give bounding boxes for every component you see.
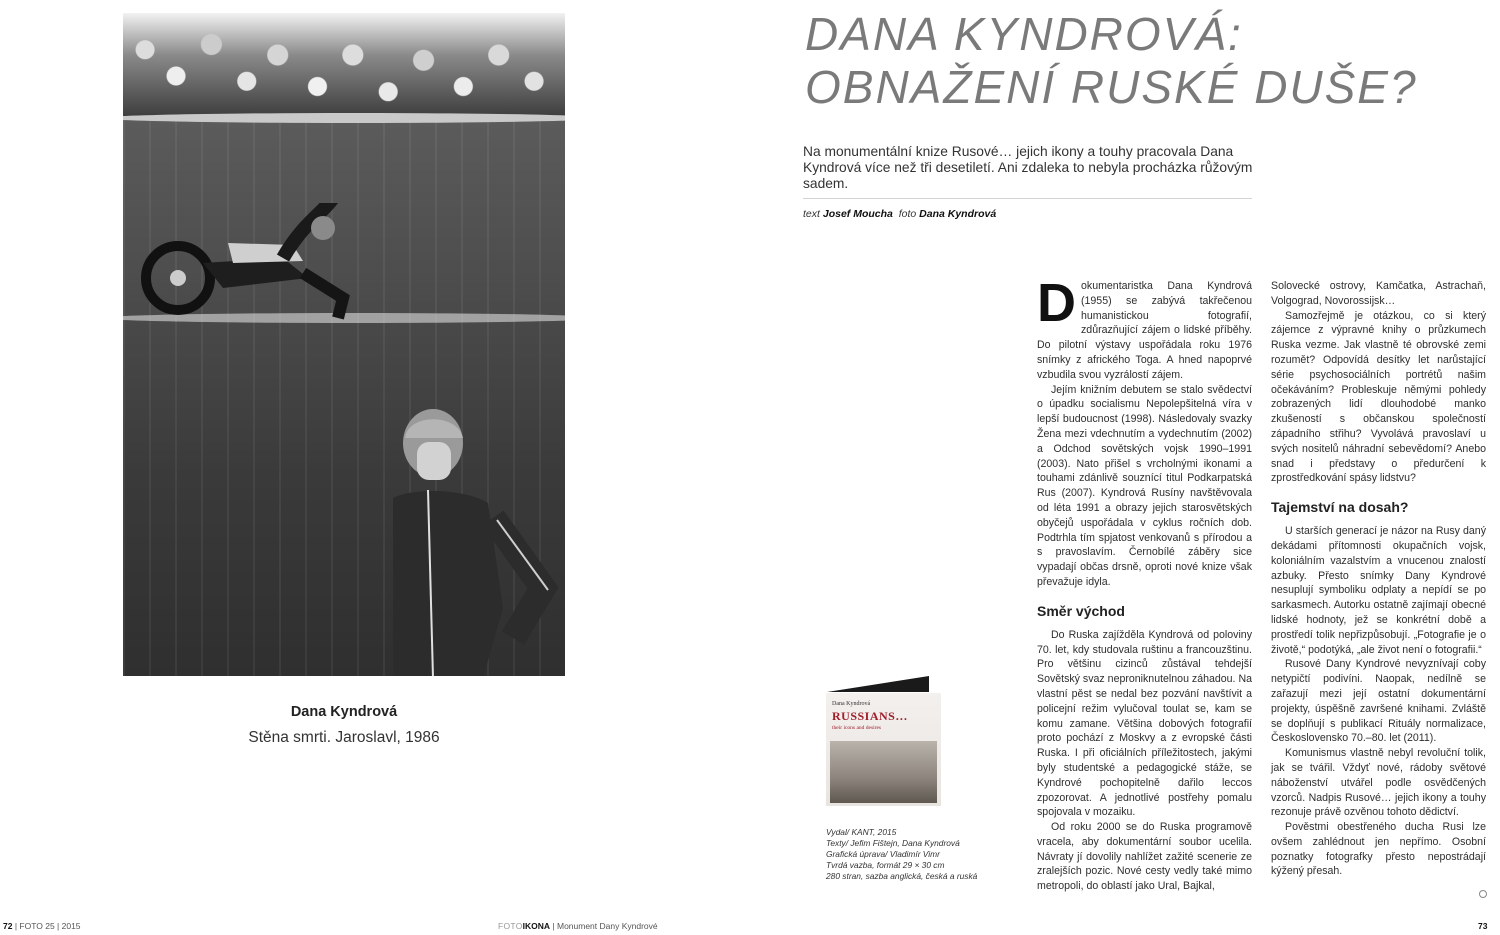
paragraph [1037,273,1252,383]
footer-left: 72 | FOTO 25 | 2015 [3,921,81,931]
drop-cap: D [1037,273,1076,333]
lead-divider [803,198,1252,199]
magazine-year: 2015 [61,921,81,931]
book-info-line: Texty/ Jefim Fištejn, Dana Kyndrová [826,838,960,848]
credits-foto-label: foto [898,208,917,220]
book-info-line: Vydal/ KANT, 2015 [826,827,897,837]
magazine-issue: FOTO 25 [19,921,55,931]
article-headline [805,8,1495,114]
headline-line-2: OBNAŽENÍ RUSKÉ DUŠE? [805,61,1418,113]
article-column-1 [1037,273,1252,894]
book-info [826,827,977,882]
photo-caption-author: Dana Kyndrová [290,704,398,720]
headline-line-1: DANA KYNDROVÁ: [805,8,1243,60]
credits-author: Josef Moucha [822,208,893,220]
paragraph: Do Ruska zajížděla Kyndrová od poloviny 70. let, kdy studovala ruštinu a francouzštinu. Pro většinu cizinců zůstával tehdejší Sovětský svaz neproniknutelnou záhadou. Na vlastní pěst se nedal bez pozvání navštívit a policejní režim vylučoval toulat se, kam se komu zamane. Většina dobových fotografií proto pochází z Moskvy a z evropské části Ruska. I při oficiálních příležitostech, jakými byly studentské a pedagogické stáže, se Kyndrové pochopitelně dařilo leccos zpozorovat. A jednotlivé postřehy pomalu spojovala v mozaiku. [1037,628,1252,819]
end-of-article-mark-icon [1479,890,1487,898]
book-info-line: Tvrdá vazba, formát 29 × 30 cm [826,860,945,870]
section-brand-ikona: IKONA [522,921,551,931]
book-info-line: 280 stran, sazba anglická, česká a ruská [826,871,978,881]
section-brand-foto: FOTO [498,921,523,931]
photograph-wall-of-death [123,13,565,676]
paragraph-text: okumentaristka Dana Kyndrová (1955) se zabývá takřečenou humanistickou fotografií, zdůrazňující zájem o lidské příběhy. Do pilotní výstavy uspořádala roku 1976 snímky z afrického Toga. A hned napoprvé vzbudila svou vyzrálostí zájem. [1037,280,1252,381]
page-number-right: 73 [1478,921,1488,931]
paragraph: Jejím knižním debutem se stalo svědectví o úpadku socialismu Nepolepšitelná víra v lepší budoucnost (1998). Následovaly svazky Žena mezi vdechnutím a vydechnutím (2002) a Odchod sovětských vojsk 1990–1991 (2003). Nato přišel s vrcholnými ikonami a touhami zdánlivě souznící titul Podkarpatská Rus (2007). Kyndrová Rusíny navštěvovala od léta 1991 a obrazy jejich starosvětských obyčejů uspořádala v cyklus ročních dob. Podtrhla tím spjatost venkovanů s přírodou a s pravoslavím. Černobílé záběry sice vypadají občas drsně, oproti nové knize však převažuje idyla. [1037,383,1252,588]
credits-photographer: Dana Kyndrová [919,208,997,220]
section-heading-smer-vychod: Směr východ [1037,602,1125,619]
book-cover-photo [830,741,937,803]
book-cover [826,693,941,806]
article-column-2 [1271,279,1486,879]
book-spine-shadow [827,676,929,692]
photo-motorcyclist-on-wall [133,203,373,333]
book-info-line: Grafická úprava/ Vladimír Vimr [826,849,940,859]
photo-rider-in-helmet [393,408,563,676]
book-cover-author: Dana Kyndrová [832,701,871,707]
section-heading-tajemstvi: Tajemství na dosah? [1271,499,1409,516]
section-title: Monument Dany Kyndrové [556,921,658,931]
paragraph: Solovecké ostrovy, Kamčatka, Astrachaň, Volgograd, Novorossijsk… [1271,280,1486,307]
book-cover-subtitle: their icons and desires [832,725,882,731]
paragraph: Rusové Dany Kyndrové nevyznívají coby netypičtí podivíni. Naopak, nedílně se zařazují mezi její ostatní dokumentární projekty, úspěšně završené knihami. Zvláště se doplňují s publikací Rituály normalizace, Československo 70.–80. let (2011). [1271,658,1486,745]
page-number-left: 72 [3,921,13,931]
article-lead: Na monumentální knize Rusové… jejich ikony a touhy pracovala Dana Kyndrová více než tři desetiletí. Ani zdaleka to nebyla procházka růžovým sadem. [803,144,1253,191]
paragraph: Od roku 2000 se do Ruska programově vracela, aby dokumentární soubor ucelila. Návraty jí dovolily nahlížet zažité scenerie ze zralejších pozic. Nové cesty vedly také mimo metropoli, do oblastí jako Ural, Bajkal, [1037,821,1252,893]
book-cover-title: RUSSIANS… [832,709,908,723]
paragraph: Komunismus vlastně nebyl revoluční tolik, jak se tvářil. Vždyť nové, rádoby světové náboženství utvářel podle osvědčených vzorců. Nadpis Rusové… jejich ikony a touhy rezonuje právě ozvěnou tohoto dědictví. [1271,747,1486,819]
photo-caption-title: Stěna smrti. Jaroslavl, 1986 [248,729,440,746]
photo-rail [123,113,565,123]
article-credits [803,208,996,220]
paragraph: Samozřejmě je otázkou, co si který zájemce z výpravné knihy o průzkumech Ruska vezme. Jak vlastně té obrovské zemi rozumět? Odpovídá desítky let narůstající série psychosociálních portrétů našim očekáváním? Probleskuje němými pohledy zobrazených lidí dlouhodobé manko zkušeností s občanskou společností západního střihu? Vyvolává pravoslaví u svých nositelů náhradní sebevědomí? Anebo snad i představy o předurčení k zprostředkování spásy lidstvu? [1271,309,1486,485]
paragraph: Pověstmi obestřeného ducha Rusi lze ovšem zahlédnout jen nepřímo. Osobní poznatky fotografky přesto nepostrádají kýžený přesah. [1271,821,1486,878]
paragraph: U starších generací je názor na Rusy daný dekádami přítomnosti okupačních vojsk, koloniálním vazalstvím a vnucenou znalostí azbuky. Přesto snímky Dany Kyndrové nesuplují symboliku odplaty a nepídí se po sarkasmech. Autorku ostatně zajímají obecné lidské hodnoty, jež se konkrétní době a prostředí tolik nepřizpůsobují. „Fotografie je o životě,“ podotýká, „ale život není o fotografii.“ [1271,525,1486,656]
footer-section: FOTOIKONA | Monument Dany Kyndrové [498,921,658,931]
photo-crowd [123,13,565,118]
credits-text-label: text [803,208,820,220]
